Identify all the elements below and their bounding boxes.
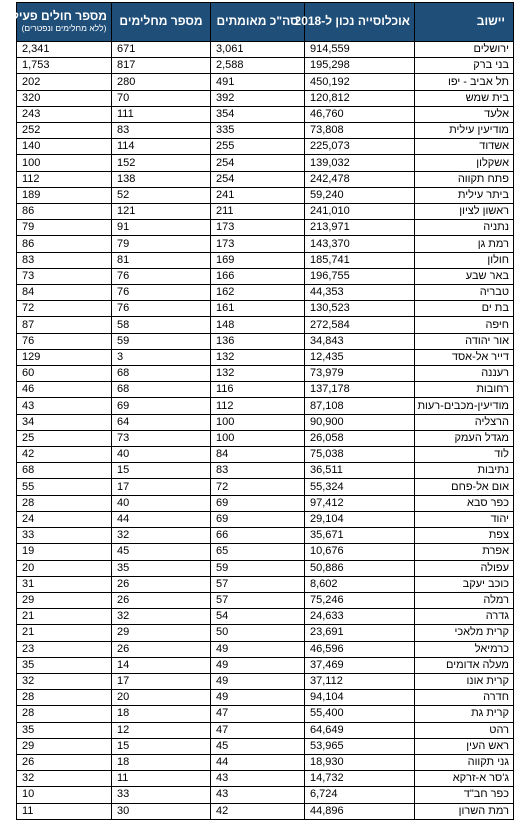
cell-confirmed: 49: [211, 641, 305, 657]
cell-active: 21: [17, 625, 112, 641]
cell-population: 34,843: [305, 333, 415, 349]
table-row: [17, 123, 514, 139]
cell-confirmed: 116: [211, 382, 305, 398]
cell-city: באר שבע: [415, 268, 514, 284]
table-row: [17, 625, 514, 641]
cell-active: 1,753: [17, 58, 112, 74]
cell-city: עפולה: [415, 560, 514, 576]
cell-active: 140: [17, 139, 112, 155]
cell-active: 112: [17, 171, 112, 187]
cell-city: חיפה: [415, 317, 514, 333]
cell-city: כוכב יעקב: [415, 576, 514, 592]
table-row: [17, 155, 514, 171]
cell-recovered: 68: [112, 382, 211, 398]
cell-population: 8,602: [305, 576, 415, 592]
table-row: [17, 236, 514, 252]
cell-population: 90,900: [305, 414, 415, 430]
cell-recovered: 76: [112, 285, 211, 301]
cell-recovered: 45: [112, 544, 211, 560]
cell-city: צפת: [415, 528, 514, 544]
cell-population: 137,178: [305, 382, 415, 398]
cell-city: קרית מלאכי: [415, 625, 514, 641]
table-row: [17, 544, 514, 560]
cell-recovered: 20: [112, 690, 211, 706]
table-header: [0, 3, 514, 42]
cell-confirmed: 66: [211, 528, 305, 544]
cell-population: 75,246: [305, 592, 415, 608]
table-row: [17, 803, 514, 819]
cell-active: 35: [17, 657, 112, 673]
table-row: [17, 366, 514, 382]
cell-population: 97,412: [305, 495, 415, 511]
cell-city: אפרת: [415, 544, 514, 560]
table-row: [17, 139, 514, 155]
cell-recovered: 817: [112, 58, 211, 74]
cell-confirmed: 173: [211, 220, 305, 236]
table-row: [17, 285, 514, 301]
cell-city: בני ברק: [415, 58, 514, 74]
cell-city: ראשון לציון: [415, 204, 514, 220]
cell-city: אלעד: [415, 106, 514, 122]
cell-population: 53,965: [305, 738, 415, 754]
cell-recovered: 30: [112, 803, 211, 819]
cell-population: 73,808: [305, 123, 415, 139]
cell-recovered: 73: [112, 430, 211, 446]
cell-confirmed: 83: [211, 463, 305, 479]
cell-recovered: 40: [112, 447, 211, 463]
cell-confirmed: 72: [211, 479, 305, 495]
cell-city: מגדל העמק: [415, 430, 514, 446]
cell-recovered: 11: [112, 771, 211, 787]
cell-confirmed: 354: [211, 106, 305, 122]
cell-active: 29: [17, 592, 112, 608]
table-row: [17, 90, 514, 106]
cell-confirmed: 169: [211, 252, 305, 268]
cell-recovered: 81: [112, 252, 211, 268]
cell-population: 195,298: [305, 58, 415, 74]
cell-recovered: 12: [112, 722, 211, 738]
cell-city: גני תקווה: [415, 754, 514, 770]
cell-city: גדרה: [415, 609, 514, 625]
table-row: [17, 657, 514, 673]
cell-confirmed: 166: [211, 268, 305, 284]
cell-confirmed: 57: [211, 592, 305, 608]
cell-city: נתיבות: [415, 463, 514, 479]
cell-population: 36,511: [305, 463, 415, 479]
table-row: [17, 673, 514, 689]
cell-confirmed: 148: [211, 317, 305, 333]
cell-recovered: 26: [112, 641, 211, 657]
cell-city: ג'סר א-זרקא: [415, 771, 514, 787]
cell-population: 94,104: [305, 690, 415, 706]
cell-population: 10,676: [305, 544, 415, 560]
cell-confirmed: 211: [211, 204, 305, 220]
table-row: [17, 495, 514, 511]
table-row: [17, 771, 514, 787]
cell-recovered: 83: [112, 123, 211, 139]
cell-city: יהוד: [415, 511, 514, 527]
cell-recovered: 69: [112, 398, 211, 414]
cell-recovered: 280: [112, 74, 211, 90]
cell-population: 37,112: [305, 673, 415, 689]
cell-confirmed: 132: [211, 366, 305, 382]
table-row: [17, 560, 514, 576]
table-row: [17, 268, 514, 284]
cell-population: 185,741: [305, 252, 415, 268]
cell-active: 83: [17, 252, 112, 268]
header-active: [0, 3, 112, 42]
city-statistics-table: [0, 2, 514, 820]
cell-active: 29: [17, 738, 112, 754]
cell-population: 44,353: [305, 285, 415, 301]
cell-city: כפר סבא: [415, 495, 514, 511]
cell-recovered: 17: [112, 673, 211, 689]
cell-confirmed: 3,061: [211, 42, 305, 58]
cell-confirmed: 42: [211, 803, 305, 819]
cell-city: רהט: [415, 722, 514, 738]
cell-active: 2,341: [17, 42, 112, 58]
cell-active: 43: [17, 398, 112, 414]
cell-city: אור יהודה: [415, 333, 514, 349]
cell-population: 14,732: [305, 771, 415, 787]
table-row: [17, 414, 514, 430]
cell-recovered: 59: [112, 333, 211, 349]
cell-city: חדרה: [415, 690, 514, 706]
table-row: [17, 58, 514, 74]
cell-confirmed: 112: [211, 398, 305, 414]
cell-population: 44,896: [305, 803, 415, 819]
table-row: [17, 204, 514, 220]
cell-city: לוד: [415, 447, 514, 463]
cell-active: 202: [17, 74, 112, 90]
cell-active: 26: [17, 754, 112, 770]
table-row: [17, 349, 514, 365]
cell-population: 213,971: [305, 220, 415, 236]
cell-population: 24,633: [305, 609, 415, 625]
cell-active: 21: [17, 609, 112, 625]
cell-confirmed: 47: [211, 706, 305, 722]
table-row: [17, 641, 514, 657]
cell-active: 87: [17, 317, 112, 333]
cell-recovered: 111: [112, 106, 211, 122]
cell-confirmed: 132: [211, 349, 305, 365]
cell-active: 68: [17, 463, 112, 479]
cell-active: 23: [17, 641, 112, 657]
cell-population: 50,886: [305, 560, 415, 576]
header-population: אוכלוסייה נכון ל-2018: [305, 3, 415, 42]
cell-population: 241,010: [305, 204, 415, 220]
header-active-title: מספר חולים פעילים: [0, 9, 107, 24]
cell-active: 76: [17, 333, 112, 349]
cell-confirmed: 2,588: [211, 58, 305, 74]
cell-confirmed: 161: [211, 301, 305, 317]
cell-city: חולון: [415, 252, 514, 268]
cell-population: 242,478: [305, 171, 415, 187]
cell-confirmed: 491: [211, 74, 305, 90]
cell-recovered: 152: [112, 155, 211, 171]
cell-city: ירושלים: [415, 42, 514, 58]
cell-confirmed: 45: [211, 738, 305, 754]
cell-population: 130,523: [305, 301, 415, 317]
cell-confirmed: 335: [211, 123, 305, 139]
table-row: [17, 738, 514, 754]
cell-active: 46: [17, 382, 112, 398]
cell-active: 19: [17, 544, 112, 560]
cell-population: 37,469: [305, 657, 415, 673]
cell-active: 86: [17, 236, 112, 252]
cell-city: ביתר עילית: [415, 187, 514, 203]
cell-active: 35: [17, 722, 112, 738]
cell-recovered: 35: [112, 560, 211, 576]
table-row: [17, 463, 514, 479]
cell-recovered: 33: [112, 787, 211, 803]
cell-confirmed: 255: [211, 139, 305, 155]
cell-city: מודיעין-מכבים-רעות: [415, 398, 514, 414]
table-row: [17, 447, 514, 463]
cell-confirmed: 69: [211, 511, 305, 527]
table-row: [17, 690, 514, 706]
table-row: [17, 754, 514, 770]
cell-population: 46,596: [305, 641, 415, 657]
table-row: [17, 528, 514, 544]
header-recovered: מספר מחלימים: [112, 3, 211, 42]
table-row: [17, 171, 514, 187]
cell-active: 320: [17, 90, 112, 106]
cell-confirmed: 254: [211, 155, 305, 171]
cell-recovered: 26: [112, 592, 211, 608]
cell-active: 34: [17, 414, 112, 430]
cell-city: ראש העין: [415, 738, 514, 754]
cell-city: הרצליה: [415, 414, 514, 430]
cell-confirmed: 69: [211, 495, 305, 511]
cell-confirmed: 254: [211, 171, 305, 187]
cell-population: 139,032: [305, 155, 415, 171]
cell-recovered: 26: [112, 576, 211, 592]
cell-city: דייר אל-אסד: [415, 349, 514, 365]
cell-city: נתניה: [415, 220, 514, 236]
cell-recovered: 15: [112, 738, 211, 754]
table-row: [17, 576, 514, 592]
cell-confirmed: 241: [211, 187, 305, 203]
cell-active: 25: [17, 430, 112, 446]
cell-recovered: 121: [112, 204, 211, 220]
cell-population: 272,584: [305, 317, 415, 333]
table-row: [17, 706, 514, 722]
cell-recovered: 138: [112, 171, 211, 187]
cell-recovered: 671: [112, 42, 211, 58]
cell-confirmed: 49: [211, 673, 305, 689]
cell-active: 84: [17, 285, 112, 301]
cell-confirmed: 100: [211, 414, 305, 430]
cell-recovered: 68: [112, 366, 211, 382]
cell-population: 143,370: [305, 236, 415, 252]
cell-active: 24: [17, 511, 112, 527]
cell-city: אום אל-פחם: [415, 479, 514, 495]
cell-population: 29,104: [305, 511, 415, 527]
cell-confirmed: 43: [211, 771, 305, 787]
cell-recovered: 18: [112, 706, 211, 722]
cell-population: 35,671: [305, 528, 415, 544]
cell-population: 120,812: [305, 90, 415, 106]
cell-recovered: 64: [112, 414, 211, 430]
cell-city: תל אביב - יפו: [415, 74, 514, 90]
cell-confirmed: 57: [211, 576, 305, 592]
cell-population: 46,760: [305, 106, 415, 122]
table-row: [17, 609, 514, 625]
table-row: [17, 398, 514, 414]
cell-recovered: 76: [112, 301, 211, 317]
cell-confirmed: 162: [211, 285, 305, 301]
cell-active: 20: [17, 560, 112, 576]
cell-active: 10: [17, 787, 112, 803]
cell-city: רמלה: [415, 592, 514, 608]
cell-population: 55,324: [305, 479, 415, 495]
cell-population: 225,073: [305, 139, 415, 155]
cell-city: מעלה אדומים: [415, 657, 514, 673]
cell-population: 196,755: [305, 268, 415, 284]
cell-active: 72: [17, 301, 112, 317]
cell-confirmed: 65: [211, 544, 305, 560]
table-row: [17, 187, 514, 203]
cell-population: 23,691: [305, 625, 415, 641]
cell-recovered: 40: [112, 495, 211, 511]
cell-population: 12,435: [305, 349, 415, 365]
cell-confirmed: 392: [211, 90, 305, 106]
cell-recovered: 114: [112, 139, 211, 155]
cell-population: 59,240: [305, 187, 415, 203]
cell-population: 64,649: [305, 722, 415, 738]
table-row: [17, 317, 514, 333]
cell-population: 55,400: [305, 706, 415, 722]
cell-recovered: 3: [112, 349, 211, 365]
cell-active: 252: [17, 123, 112, 139]
cell-confirmed: 50: [211, 625, 305, 641]
cell-population: 6,724: [305, 787, 415, 803]
cell-recovered: 52: [112, 187, 211, 203]
cell-city: אשדוד: [415, 139, 514, 155]
cell-population: 450,192: [305, 74, 415, 90]
cell-recovered: 29: [112, 625, 211, 641]
cell-active: 32: [17, 771, 112, 787]
cell-recovered: 58: [112, 317, 211, 333]
table-row: [17, 42, 514, 58]
cell-population: 73,979: [305, 366, 415, 382]
header-active-note: (ללא מחלימים ונפטרים): [21, 23, 107, 34]
cell-active: 243: [17, 106, 112, 122]
cell-confirmed: 49: [211, 690, 305, 706]
cell-confirmed: 173: [211, 236, 305, 252]
cell-city: קרית גת: [415, 706, 514, 722]
cell-recovered: 18: [112, 754, 211, 770]
cell-active: 33: [17, 528, 112, 544]
cell-active: 28: [17, 706, 112, 722]
cell-city: בת ים: [415, 301, 514, 317]
cell-active: 189: [17, 187, 112, 203]
table-row: [17, 479, 514, 495]
cell-active: 129: [17, 349, 112, 365]
cell-recovered: 79: [112, 236, 211, 252]
cell-active: 28: [17, 690, 112, 706]
cell-recovered: 91: [112, 220, 211, 236]
table-row: [17, 252, 514, 268]
table-row: [17, 430, 514, 446]
table-row: [17, 592, 514, 608]
cell-confirmed: 47: [211, 722, 305, 738]
cell-confirmed: 43: [211, 787, 305, 803]
cell-city: מודיעין עילית: [415, 123, 514, 139]
cell-city: קרית אונו: [415, 673, 514, 689]
cell-city: כפר חב"ד: [415, 787, 514, 803]
cell-city: טבריה: [415, 285, 514, 301]
cell-city: כרמיאל: [415, 641, 514, 657]
cell-confirmed: 136: [211, 333, 305, 349]
cell-population: 75,038: [305, 447, 415, 463]
cell-recovered: 76: [112, 268, 211, 284]
table-row: [17, 722, 514, 738]
cell-active: 73: [17, 268, 112, 284]
cell-active: 79: [17, 220, 112, 236]
table-row: [17, 787, 514, 803]
table-row: [17, 220, 514, 236]
cell-recovered: 17: [112, 479, 211, 495]
table-row: [17, 333, 514, 349]
cell-recovered: 44: [112, 511, 211, 527]
cell-active: 42: [17, 447, 112, 463]
cell-active: 55: [17, 479, 112, 495]
cell-active: 31: [17, 576, 112, 592]
cell-active: 100: [17, 155, 112, 171]
table-body: [17, 42, 514, 820]
header-city: יישוב: [415, 3, 514, 42]
cell-recovered: 32: [112, 609, 211, 625]
cell-active: 60: [17, 366, 112, 382]
cell-city: אשקלון: [415, 155, 514, 171]
cell-city: פתח תקווה: [415, 171, 514, 187]
cell-recovered: 15: [112, 463, 211, 479]
cell-active: 32: [17, 673, 112, 689]
table-row: [17, 511, 514, 527]
table-row: [17, 106, 514, 122]
cell-population: 18,930: [305, 754, 415, 770]
cell-active: 11: [17, 803, 112, 819]
cell-city: רחובות: [415, 382, 514, 398]
table-row: [17, 74, 514, 90]
cell-population: 914,559: [305, 42, 415, 58]
cell-city: רמת גן: [415, 236, 514, 252]
cell-confirmed: 54: [211, 609, 305, 625]
cell-confirmed: 100: [211, 430, 305, 446]
cell-active: 86: [17, 204, 112, 220]
cell-confirmed: 59: [211, 560, 305, 576]
header-confirmed: סה"כ מאומתים: [211, 3, 305, 42]
cell-recovered: 70: [112, 90, 211, 106]
cell-population: 26,058: [305, 430, 415, 446]
cell-city: רמת השרון: [415, 803, 514, 819]
cell-recovered: 32: [112, 528, 211, 544]
cell-city: רעננה: [415, 366, 514, 382]
cell-confirmed: 49: [211, 657, 305, 673]
cell-city: בית שמש: [415, 90, 514, 106]
table-row: [17, 301, 514, 317]
header-row: [17, 3, 514, 42]
cell-confirmed: 44: [211, 754, 305, 770]
cell-population: 87,108: [305, 398, 415, 414]
cell-recovered: 14: [112, 657, 211, 673]
cell-confirmed: 84: [211, 447, 305, 463]
table-row: [17, 382, 514, 398]
cell-active: 28: [17, 495, 112, 511]
